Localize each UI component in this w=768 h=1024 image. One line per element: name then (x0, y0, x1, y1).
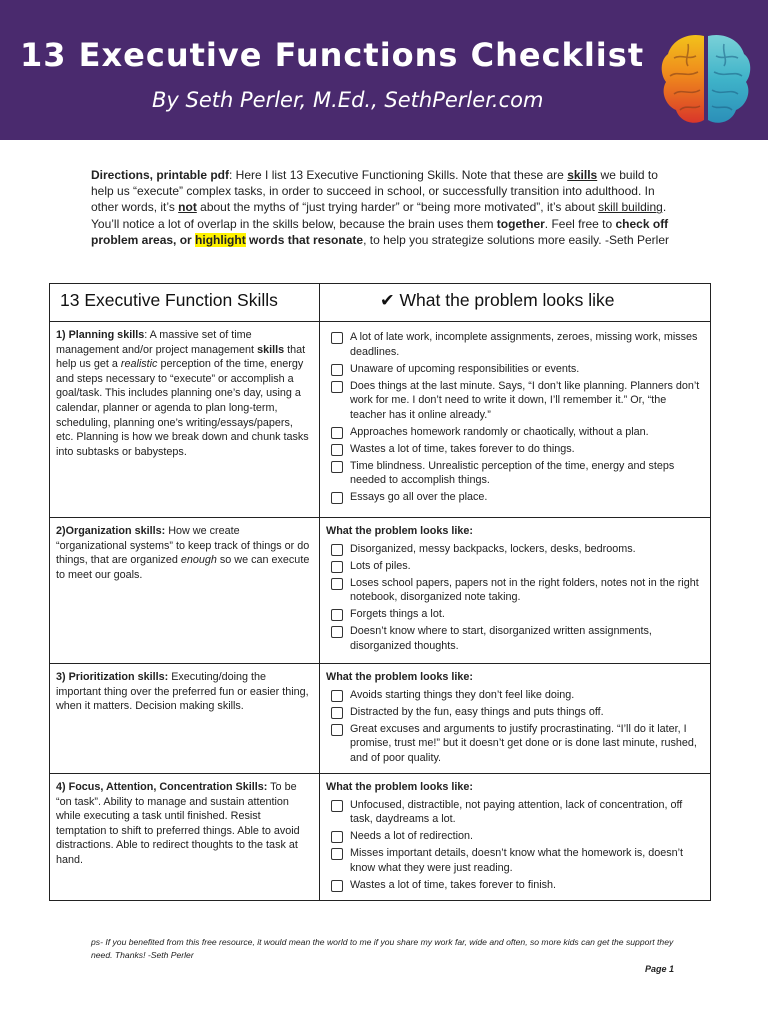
list-item: Great excuses and arguments to justify procrastinating. “I’ll do it later, I promise, trust me!” but it doesn’t get done or is done last minute, rushed, and of poor quality. (326, 722, 705, 766)
table-row (50, 322, 710, 518)
author-subtitle: By Seth Perler, M.Ed., SethPerler.com (152, 88, 544, 112)
table-header-row (50, 284, 710, 322)
list-item: Avoids starting things they don’t feel like doing. (326, 688, 705, 703)
ps-note: ps- If you benefited from this free resource, it would mean the world to me if you share my work far, wide and often, so more kids can get the support they need. Thanks! -Seth Perler (91, 937, 674, 960)
checkbox[interactable] (331, 848, 343, 860)
problem-list (320, 774, 711, 900)
checkbox[interactable] (331, 364, 343, 376)
list-item: Essays go all over the place. (326, 490, 705, 505)
checkbox[interactable] (331, 707, 343, 719)
list-item: Unaware of upcoming responsibilities or events. (326, 362, 705, 377)
problem-list (320, 322, 711, 517)
header-skills: 13 Executive Function Skills (50, 284, 320, 321)
checkbox[interactable] (331, 444, 343, 456)
checkbox[interactable] (331, 381, 343, 393)
brain-icon (658, 30, 754, 128)
list-item: Wastes a lot of time, takes forever to do things. (326, 442, 705, 457)
skill-description: 4) Focus, Attention, Concentration Skills: To be “on task”. Ability to manage and sustain attention while executing a task until finished. Resist temptation to shift to preferred things. Able to avoid distractions. Able to redirect thoughts to the task at hand. (50, 774, 320, 900)
list-item: Time blindness. Unrealistic perception of the time, energy and steps needed to accomplish things. (326, 459, 705, 488)
directions-lead: Directions, printable pdf (91, 168, 230, 182)
list-item: Loses school papers, papers not in the right folders, notes not in the right notebook, disorganized note taking. (326, 576, 705, 605)
header-problem: ✔ What the problem looks like (380, 290, 615, 310)
directions-paragraph: Directions, printable pdf: Here I list 13 Executive Functioning Skills. Note that these are skills we build to help us “execute” complex tasks, in order to succeed in school, or successfully transition into adulthood. In other words, it’s not about the myths of “just trying harder” or “being more motivated”, it’s about skill building. You’ll notice a lot of overlap in the skills below, because the brain uses them together. Feel free to check off problem areas, or highlight words that resonate, to help you strategize solutions more easily. -Seth Perler (91, 168, 669, 247)
checkbox[interactable] (331, 461, 343, 473)
list-item: A lot of late work, incomplete assignments, zeroes, missing work, misses deadlines. (326, 330, 705, 359)
checkbox[interactable] (331, 724, 343, 736)
list-item: Lots of piles. (326, 559, 705, 574)
highlight-word: highlight (195, 232, 246, 247)
checkbox[interactable] (331, 578, 343, 590)
checkbox[interactable] (331, 609, 343, 621)
list-item: Approaches homework randomly or chaotically, without a plan. (326, 425, 705, 440)
checkbox[interactable] (331, 332, 343, 344)
list-item: Needs a lot of redirection. (326, 829, 705, 844)
checkbox[interactable] (331, 544, 343, 556)
checkbox[interactable] (331, 831, 343, 843)
checkbox[interactable] (331, 690, 343, 702)
list-item: Misses important details, doesn’t know what the homework is, doesn’t know what they were just reading. (326, 846, 705, 875)
skill-description: 2)Organization skills: How we create “organizational systems” to keep track of things or do things, that are organized enough so we can execute to meet our goals. (50, 518, 320, 663)
page-number: Page 1 (645, 964, 675, 974)
page-title: 13 Executive Functions Checklist (20, 36, 645, 74)
list-item: Unfocused, distractible, not paying attention, lack of concentration, off task, daydreams a lot. (326, 798, 705, 827)
checkbox[interactable] (331, 800, 343, 812)
list-item: Disorganized, messy backpacks, lockers, desks, bedrooms. (326, 542, 705, 557)
list-item: Wastes a lot of time, takes forever to finish. (326, 878, 705, 893)
list-item: Distracted by the fun, easy things and puts things off. (326, 705, 705, 720)
table-row (50, 664, 710, 774)
problem-heading: What the problem looks like: (326, 781, 473, 793)
skill-description: 1) Planning skills: A massive set of time management and/or project management skills that help us get a realistic perception of the time, energy and steps necessary to “execute” or accomplish a goal/task. This includes planning one’s day, using a calendar, planner or agenda to plan long-term, scheduling, planning one’s writing/essays/papers, etc. Planning is how we break down and chunk tasks into subtasks or babysteps. (50, 322, 320, 517)
problem-heading: What the problem looks like: (326, 525, 473, 537)
problem-list (320, 664, 711, 773)
problem-heading: What the problem looks like: (326, 671, 473, 683)
checkbox[interactable] (331, 492, 343, 504)
checkbox[interactable] (331, 561, 343, 573)
list-item: Does things at the last minute. Says, “I don’t like planning. Planners don’t work for me. I don’t need to write it down, I’ll remember it.” Or, “the teacher has it online already.” (326, 379, 705, 423)
checkbox[interactable] (331, 880, 343, 892)
checkbox[interactable] (331, 626, 343, 638)
skill-description: 3) Prioritization skills: Executing/doing the important thing over the preferred fun or easier thing, when it matters. Decision making skills. (50, 664, 320, 773)
list-item: Forgets things a lot. (326, 607, 705, 622)
list-item: Doesn’t know where to start, disorganized written assignments, disorganized thoughts. (326, 624, 705, 653)
table-row (50, 518, 710, 664)
skills-table (49, 283, 711, 901)
problem-list (320, 518, 711, 663)
checkbox[interactable] (331, 427, 343, 439)
table-row (50, 774, 710, 900)
header-banner (0, 0, 768, 140)
